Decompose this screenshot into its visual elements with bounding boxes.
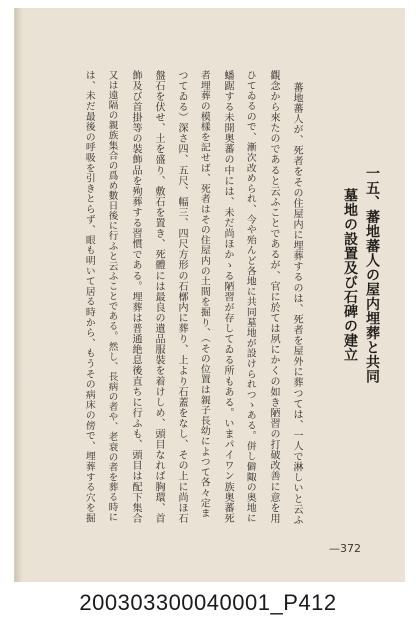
image-id-caption: 200303300040001_P412 bbox=[79, 590, 337, 615]
body-line-10: は、未だ最後の呼吸を引きとらず、眼も明いて居る時から、もうその病床の傍で、埋葬する穴を掘 bbox=[83, 70, 95, 524]
body-line-5: 者埋葬の模樣を記せば、死者はその住屋内の土間を掘り、（その位置は親子長幼によつて各々定ま bbox=[198, 70, 210, 519]
page-number: —372 bbox=[329, 542, 361, 555]
body-line-1: 蕃地蕃人が、死者をその住屋内に埋葬するのは、死者を屋外に葬つては、一人で淋しいと云ふ bbox=[291, 82, 303, 526]
section-heading-line-1: 一五、蕃地蕃人の屋内埋葬と共同 bbox=[364, 166, 380, 384]
section-heading-line-2: 墓地の設置及び石碑の建立 bbox=[342, 188, 358, 362]
body-line-8: 飾及び首掛等の裝飾品を殉葬する習慣である。埋葬は普通絶息後直ちに行ふも、頭目は配下集合 bbox=[130, 70, 142, 524]
page-gutter bbox=[15, 8, 23, 582]
body-line-7: 盤石を伏せ、土を盛り、敷石を置き、死體には最良の遺品服裝を着けしめ、頭目なれば胸環、首 bbox=[153, 70, 165, 524]
body-line-4: 蟠踞する未開奥蕃の中には、未だ尚ほかゝる陋習が存してゐる所もある。いまパイワン族奥蕃死 bbox=[222, 70, 234, 524]
body-line-6: つてゐる）深さ四、五尺、幅三、四尺方形の石槨内に葬り、上より石蓋をなし、その上に尚ほ石 bbox=[176, 70, 188, 524]
book-page bbox=[14, 8, 405, 582]
body-line-3: ひてゐるので、漸次改められ、今や殆んど各地に共同墓地が設けられつゝある。併し僻陬の奥地に bbox=[244, 70, 256, 524]
body-line-2: 觀念から來たのであると云ふことであるが、官に於ては夙にかくの如き陋習の打破改善に意を用 bbox=[268, 70, 280, 524]
body-line-9: 又は遠隔の親族集合の爲め數日後に行ふと云ふことである。然し、長病の者や、老衰の者を葬る時に bbox=[106, 70, 118, 523]
